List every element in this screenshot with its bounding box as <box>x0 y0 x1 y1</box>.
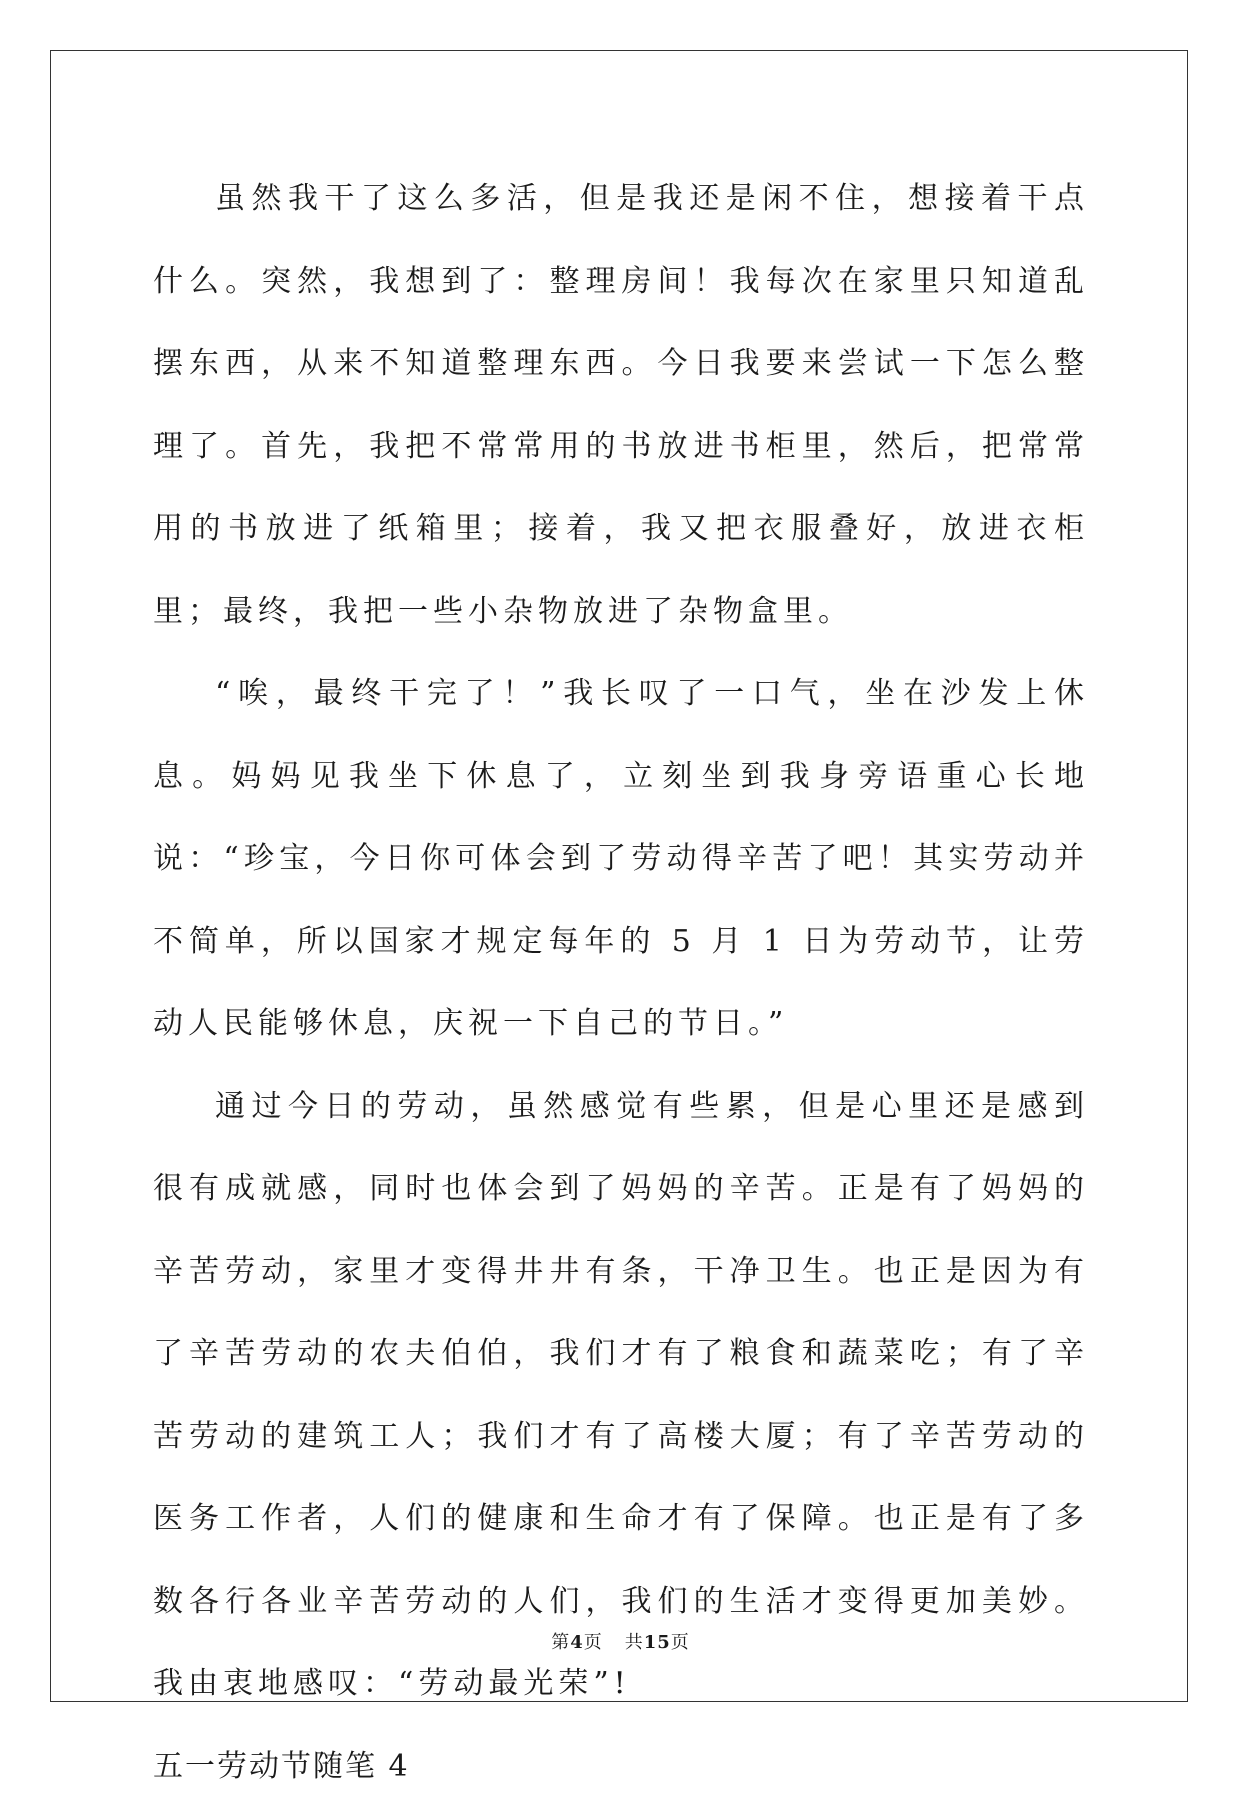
footer-page-number: 4 <box>570 1632 584 1653</box>
section-heading: 五一劳动节随笔 4 <box>153 1726 1089 1808</box>
footer-total-prefix: 共 <box>625 1632 644 1653</box>
paragraph-1: 虽然我干了这么多活，但是我还是闲不住，想接着干点什么。突然，我想到了：整理房间！我每次在家里只知道乱摆东西，从来不知道整理东西。今日我要来尝试一下怎么整理了。首先，我把不常常用的书放进书柜里，然后，把常常用的书放进了纸箱里；接着，我又把衣服叠好，放进衣柜里；最终，我把一些小杂物放进了杂物盒里。 <box>153 158 1089 653</box>
footer-page-prefix: 第 <box>551 1632 570 1653</box>
document-body <box>153 158 1089 1808</box>
page-footer <box>0 1628 1241 1654</box>
paragraph-3: 通过今日的劳动，虽然感觉有些累，但是心里还是感到很有成就感，同时也体会到了妈妈的辛苦。正是有了妈妈的辛苦劳动，家里才变得井井有条，干净卫生。也正是因为有了辛苦劳动的农夫伯伯，我们才有了粮食和蔬菜吃；有了辛苦劳动的建筑工人；我们才有了高楼大厦；有了辛苦劳动的医务工作者，人们的健康和生命才有了保障。也正是有了多数各行各业辛苦劳动的人们，我们的生活才变得更加美妙。我由衷地感叹：“劳动最光荣”! <box>153 1066 1089 1726</box>
paragraph-2: “唉，最终干完了！”我长叹了一口气，坐在沙发上休息。妈妈见我坐下休息了，立刻坐到我身旁语重心长地说：“珍宝，今日你可体会到了劳动得辛苦了吧！其实劳动并不简单，所以国家才规定每年的 5 月 1 日为劳动节，让劳动人民能够休息，庆祝一下自己的节日。” <box>153 653 1089 1066</box>
footer-total-suffix: 页 <box>671 1632 690 1653</box>
footer-page-suffix: 页 <box>584 1632 603 1653</box>
footer-total-pages: 15 <box>644 1632 671 1653</box>
